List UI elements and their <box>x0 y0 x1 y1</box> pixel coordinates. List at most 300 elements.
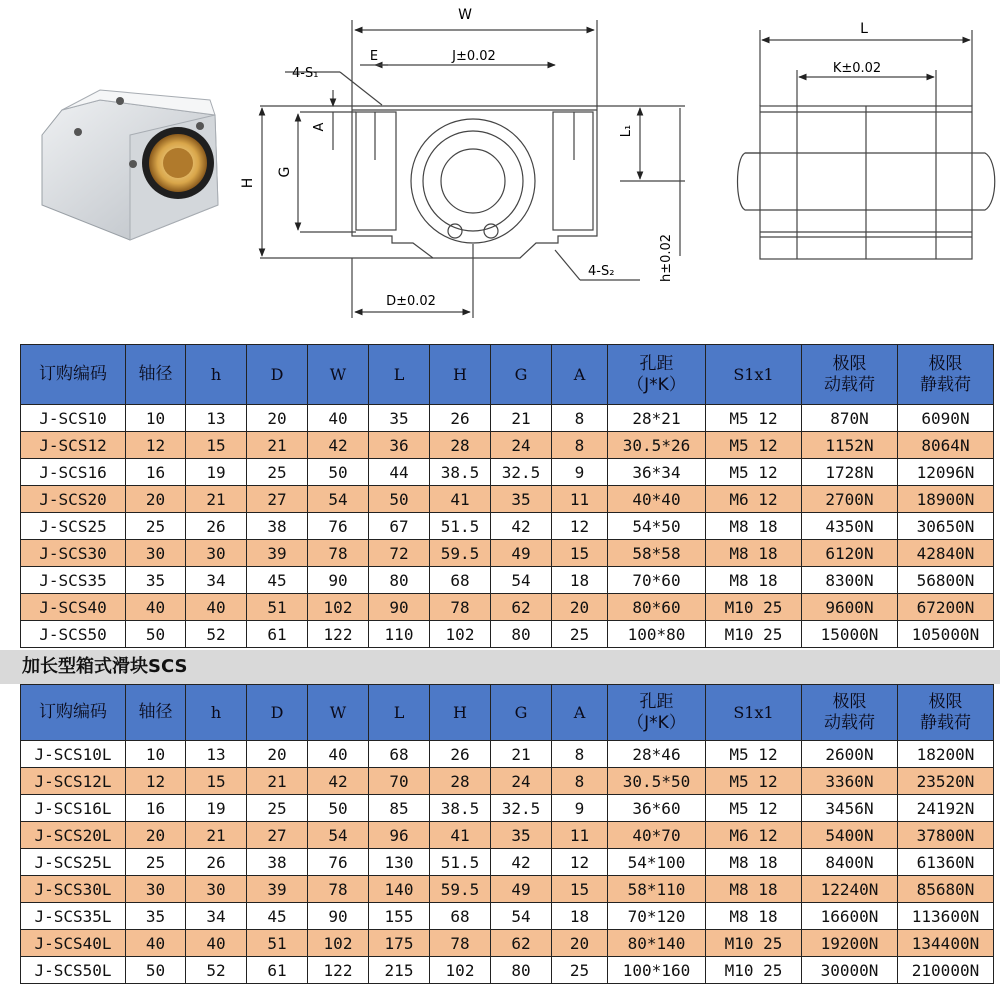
table-cell: 58*110 <box>608 876 706 903</box>
column-header <box>369 685 430 741</box>
table-cell: 78 <box>430 930 491 957</box>
column-header <box>491 685 552 741</box>
table-cell: 210000N <box>898 957 994 984</box>
table-cell: 54 <box>491 567 552 594</box>
column-header-text: 极限 <box>832 353 867 374</box>
order-code-cell: J-SCS10L <box>21 741 126 768</box>
column-header-text: L <box>393 703 405 722</box>
table-cell: 27 <box>247 822 308 849</box>
column-header-text: 极限 <box>928 691 963 712</box>
table-cell: 40*40 <box>608 486 706 513</box>
table-cell: M10 25 <box>706 621 802 648</box>
table-row <box>21 567 994 594</box>
table-row <box>21 849 994 876</box>
table-cell: M10 25 <box>706 594 802 621</box>
table-cell: 4350N <box>802 513 898 540</box>
table-cell: 72 <box>369 540 430 567</box>
table-cell: 9 <box>552 459 608 486</box>
table-row <box>21 822 994 849</box>
table-row <box>21 459 994 486</box>
table-cell: 96 <box>369 822 430 849</box>
column-header <box>126 345 186 405</box>
column-header <box>706 685 802 741</box>
table-cell: 78 <box>308 540 369 567</box>
order-code-cell: J-SCS25 <box>21 513 126 540</box>
column-header-text: G <box>514 703 528 722</box>
table-cell: 41 <box>430 822 491 849</box>
order-code-cell: J-SCS35 <box>21 567 126 594</box>
table-row <box>21 540 994 567</box>
table-cell: 26 <box>186 513 247 540</box>
table-cell: 38 <box>247 849 308 876</box>
dim-label-d: D±0.02 <box>386 294 436 309</box>
table-cell: 36*60 <box>608 795 706 822</box>
table-cell: 61360N <box>898 849 994 876</box>
column-header <box>552 345 608 405</box>
table-cell: 76 <box>308 849 369 876</box>
table-cell: 8064N <box>898 432 994 459</box>
table-cell: 9600N <box>802 594 898 621</box>
column-header <box>308 685 369 741</box>
order-code-cell: J-SCS20 <box>21 486 126 513</box>
table-cell: 2600N <box>802 741 898 768</box>
spec-table-standard <box>20 344 994 648</box>
table-cell: 32.5 <box>491 795 552 822</box>
table-cell: M10 25 <box>706 957 802 984</box>
table-cell: 30 <box>186 876 247 903</box>
table-cell: 85 <box>369 795 430 822</box>
table-cell: 25 <box>247 795 308 822</box>
order-code-cell: J-SCS30 <box>21 540 126 567</box>
column-header-text: 订购编码 <box>39 364 107 384</box>
table-cell: 215 <box>369 957 430 984</box>
table-cell: 67200N <box>898 594 994 621</box>
table-cell: 52 <box>186 621 247 648</box>
table-cell: 12 <box>552 849 608 876</box>
table-cell: 1152N <box>802 432 898 459</box>
table-cell: 28*46 <box>608 741 706 768</box>
table-cell: 42 <box>308 768 369 795</box>
table-row <box>21 876 994 903</box>
table-cell: 30.5*26 <box>608 432 706 459</box>
table-cell: 25 <box>552 957 608 984</box>
dim-label-s2: 4-S₂ <box>588 264 615 279</box>
table-cell: 20 <box>247 741 308 768</box>
table-cell: 30 <box>126 876 186 903</box>
order-code-cell: J-SCS40L <box>21 930 126 957</box>
table-cell: 19 <box>186 795 247 822</box>
table-cell: 90 <box>308 567 369 594</box>
table-row <box>21 621 994 648</box>
table-cell: 38.5 <box>430 459 491 486</box>
table-cell: 51 <box>247 594 308 621</box>
column-header <box>247 345 308 405</box>
column-header <box>491 345 552 405</box>
table-cell: 38 <box>247 513 308 540</box>
table-cell: 21 <box>186 822 247 849</box>
column-header <box>552 685 608 741</box>
table-cell: 68 <box>369 741 430 768</box>
column-header-text: 静载荷 <box>920 712 971 733</box>
table-cell: 21 <box>491 741 552 768</box>
table-cell: 9 <box>552 795 608 822</box>
table-cell: 25 <box>552 621 608 648</box>
order-code-cell: J-SCS16 <box>21 459 126 486</box>
table-cell: 70*60 <box>608 567 706 594</box>
table-cell: 40 <box>126 930 186 957</box>
table-cell: 56800N <box>898 567 994 594</box>
table-cell: 52 <box>186 957 247 984</box>
table-cell: 18900N <box>898 486 994 513</box>
table-cell: 13 <box>186 405 247 432</box>
column-header <box>608 345 706 405</box>
table-cell: M5 12 <box>706 405 802 432</box>
column-header <box>430 345 491 405</box>
table-cell: 15 <box>552 876 608 903</box>
table-cell: M5 12 <box>706 741 802 768</box>
column-header <box>186 685 247 741</box>
table-cell: 80 <box>491 957 552 984</box>
table-cell: 80 <box>369 567 430 594</box>
table-cell: 12096N <box>898 459 994 486</box>
dim-label-l: L <box>860 21 868 37</box>
table-cell: 134400N <box>898 930 994 957</box>
table-cell: 40 <box>308 741 369 768</box>
table-cell: 13 <box>186 741 247 768</box>
table-cell: 102 <box>308 594 369 621</box>
table-cell: 42840N <box>898 540 994 567</box>
table-cell: 130 <box>369 849 430 876</box>
table-cell: M5 12 <box>706 795 802 822</box>
column-header-text: L <box>393 365 405 384</box>
dim-label-g: G <box>277 166 293 178</box>
table-cell: 58*58 <box>608 540 706 567</box>
table-cell: M8 18 <box>706 876 802 903</box>
table-cell: 15 <box>552 540 608 567</box>
table-cell: 40 <box>308 405 369 432</box>
table-cell: 26 <box>430 405 491 432</box>
table-cell: 50 <box>308 795 369 822</box>
table-cell: 50 <box>126 957 186 984</box>
column-header-text: S1x1 <box>733 365 774 384</box>
section-title: 加长型箱式滑块SCS <box>0 650 1000 684</box>
column-header <box>898 345 994 405</box>
table-cell: 3456N <box>802 795 898 822</box>
table-cell: 62 <box>491 594 552 621</box>
table-cell: 49 <box>491 876 552 903</box>
table-cell: 1728N <box>802 459 898 486</box>
table-cell: 59.5 <box>430 876 491 903</box>
column-header-text: D <box>270 703 284 722</box>
column-header <box>802 685 898 741</box>
column-header-text: D <box>270 365 284 384</box>
table-cell: 50 <box>369 486 430 513</box>
table-row <box>21 594 994 621</box>
column-header <box>247 685 308 741</box>
table-cell: 23520N <box>898 768 994 795</box>
table-cell: 40*70 <box>608 822 706 849</box>
table-cell: 25 <box>126 849 186 876</box>
table-cell: 30 <box>186 540 247 567</box>
table-cell: 41 <box>430 486 491 513</box>
order-code-cell: J-SCS10 <box>21 405 126 432</box>
table-cell: 16600N <box>802 903 898 930</box>
table-cell: M5 12 <box>706 432 802 459</box>
column-header-text: 轴径 <box>138 702 173 722</box>
table-cell: 40 <box>126 594 186 621</box>
table-cell: 19200N <box>802 930 898 957</box>
table-cell: 20 <box>126 822 186 849</box>
table-cell: 10 <box>126 741 186 768</box>
table-cell: 67 <box>369 513 430 540</box>
table-cell: 27 <box>247 486 308 513</box>
table-row <box>21 795 994 822</box>
table-cell: 20 <box>552 930 608 957</box>
table-cell: 105000N <box>898 621 994 648</box>
column-header-text: h <box>210 703 222 722</box>
table-cell: 28 <box>430 768 491 795</box>
column-header-text: G <box>514 365 528 384</box>
table-row <box>21 405 994 432</box>
table-cell: M5 12 <box>706 459 802 486</box>
table-cell: 35 <box>126 903 186 930</box>
table-header-row <box>21 345 994 405</box>
table-cell: 76 <box>308 513 369 540</box>
table-cell: 54 <box>308 486 369 513</box>
column-header-text: 极限 <box>928 353 963 374</box>
table-cell: 6120N <box>802 540 898 567</box>
table-cell: 85680N <box>898 876 994 903</box>
table-cell: 26 <box>430 741 491 768</box>
product-photo <box>42 90 218 240</box>
column-header-text: （J*K） <box>627 374 686 395</box>
table-cell: 62 <box>491 930 552 957</box>
table-cell: 2700N <box>802 486 898 513</box>
table-cell: 21 <box>247 768 308 795</box>
table-cell: 61 <box>247 621 308 648</box>
table-cell: 140 <box>369 876 430 903</box>
table-cell: 24 <box>491 768 552 795</box>
dim-label-a: A <box>312 122 327 132</box>
table-row <box>21 930 994 957</box>
dim-label-j: J±0.02 <box>452 49 496 64</box>
column-header-text: A <box>573 365 586 384</box>
table-cell: 30.5*50 <box>608 768 706 795</box>
table-cell: 122 <box>308 957 369 984</box>
order-code-cell: J-SCS12 <box>21 432 126 459</box>
table-cell: 15 <box>186 768 247 795</box>
table-cell: M8 18 <box>706 567 802 594</box>
table-cell: 15000N <box>802 621 898 648</box>
table-cell: 5400N <box>802 822 898 849</box>
dim-label-h-lower: h±0.02 <box>659 233 674 283</box>
column-header-text: 极限 <box>832 691 867 712</box>
order-code-cell: J-SCS50L <box>21 957 126 984</box>
dim-label-w: W <box>458 7 472 23</box>
dim-label-h-upper: H <box>240 177 256 189</box>
table-cell: 61 <box>247 957 308 984</box>
table-cell: M6 12 <box>706 486 802 513</box>
table-cell: 28*21 <box>608 405 706 432</box>
table-cell: 50 <box>126 621 186 648</box>
table-cell: 24192N <box>898 795 994 822</box>
table-cell: 12 <box>126 432 186 459</box>
table-cell: 30650N <box>898 513 994 540</box>
column-header-text: H <box>453 703 467 722</box>
table-cell: 78 <box>308 876 369 903</box>
table-row <box>21 741 994 768</box>
table-cell: 30000N <box>802 957 898 984</box>
table-cell: 39 <box>247 540 308 567</box>
table-header-row <box>21 685 994 741</box>
table-cell: 25 <box>247 459 308 486</box>
order-code-cell: J-SCS20L <box>21 822 126 849</box>
table-cell: 25 <box>126 513 186 540</box>
column-header-text: H <box>453 365 467 384</box>
column-header <box>430 685 491 741</box>
table-cell: 110 <box>369 621 430 648</box>
column-header-text: 动载荷 <box>824 374 875 395</box>
table-cell: 8400N <box>802 849 898 876</box>
table-cell: 80*60 <box>608 594 706 621</box>
table-cell: 15 <box>186 432 247 459</box>
technical-drawings <box>0 0 1000 340</box>
table-cell: 39 <box>247 876 308 903</box>
table-cell: 54*100 <box>608 849 706 876</box>
table-cell: M6 12 <box>706 822 802 849</box>
table-cell: 54 <box>308 822 369 849</box>
table-cell: 30 <box>126 540 186 567</box>
table-cell: 90 <box>369 594 430 621</box>
table-cell: 12240N <box>802 876 898 903</box>
table-cell: 870N <box>802 405 898 432</box>
table-cell: 36*34 <box>608 459 706 486</box>
order-code-cell: J-SCS30L <box>21 876 126 903</box>
table-cell: 11 <box>552 822 608 849</box>
table-cell: 28 <box>430 432 491 459</box>
table-cell: 42 <box>491 849 552 876</box>
column-header <box>706 345 802 405</box>
table-cell: 35 <box>491 822 552 849</box>
table-cell: 21 <box>491 405 552 432</box>
table-cell: 45 <box>247 903 308 930</box>
table-cell: 21 <box>186 486 247 513</box>
table-cell: 40 <box>186 594 247 621</box>
table-cell: 24 <box>491 432 552 459</box>
order-code-cell: J-SCS25L <box>21 849 126 876</box>
table-cell: 78 <box>430 594 491 621</box>
table-cell: 37800N <box>898 822 994 849</box>
dim-label-l1: L₁ <box>619 124 634 138</box>
column-header <box>126 685 186 741</box>
table-cell: 18 <box>552 567 608 594</box>
table-cell: 36 <box>369 432 430 459</box>
column-header-text: W <box>329 365 347 384</box>
table-cell: 51.5 <box>430 849 491 876</box>
column-header <box>21 345 126 405</box>
table-cell: 6090N <box>898 405 994 432</box>
column-header-text: （J*K） <box>627 712 686 733</box>
column-header-text: 动载荷 <box>824 712 875 733</box>
table-cell: 102 <box>308 930 369 957</box>
table-cell: 102 <box>430 957 491 984</box>
table-cell: 18200N <box>898 741 994 768</box>
table-cell: 12 <box>552 513 608 540</box>
table-cell: 10 <box>126 405 186 432</box>
table-cell: 12 <box>126 768 186 795</box>
table-cell: 18 <box>552 903 608 930</box>
table-cell: 11 <box>552 486 608 513</box>
table-cell: 35 <box>491 486 552 513</box>
table-cell: 42 <box>491 513 552 540</box>
table-cell: 26 <box>186 849 247 876</box>
front-view-drawing <box>260 20 685 318</box>
column-header-text: W <box>329 703 347 722</box>
table-cell: 51.5 <box>430 513 491 540</box>
table-cell: 3360N <box>802 768 898 795</box>
table-cell: 50 <box>308 459 369 486</box>
spec-table-extended <box>20 684 994 984</box>
table-cell: 90 <box>308 903 369 930</box>
table-cell: M10 25 <box>706 930 802 957</box>
table-cell: 59.5 <box>430 540 491 567</box>
table-cell: 155 <box>369 903 430 930</box>
table-cell: 40 <box>186 930 247 957</box>
table-cell: 8 <box>552 768 608 795</box>
table-cell: 68 <box>430 567 491 594</box>
column-header-text: 孔距 <box>639 353 674 374</box>
dim-label-s1: 4-S₁ <box>292 66 319 81</box>
table-row <box>21 432 994 459</box>
table-cell: 122 <box>308 621 369 648</box>
table-cell: 34 <box>186 567 247 594</box>
table-cell: 21 <box>247 432 308 459</box>
table-cell: M8 18 <box>706 849 802 876</box>
table-cell: 38.5 <box>430 795 491 822</box>
order-code-cell: J-SCS40 <box>21 594 126 621</box>
table-cell: 100*160 <box>608 957 706 984</box>
column-header <box>898 685 994 741</box>
table-cell: 20 <box>247 405 308 432</box>
table-cell: M8 18 <box>706 903 802 930</box>
table-cell: 51 <box>247 930 308 957</box>
table-cell: 100*80 <box>608 621 706 648</box>
column-header <box>186 345 247 405</box>
table-cell: 20 <box>126 486 186 513</box>
column-header-text: h <box>210 365 222 384</box>
table-row <box>21 486 994 513</box>
column-header <box>369 345 430 405</box>
dim-label-e: E <box>369 49 379 64</box>
table-cell: 32.5 <box>491 459 552 486</box>
table-cell: 44 <box>369 459 430 486</box>
table-cell: M5 12 <box>706 768 802 795</box>
table-cell: 70*120 <box>608 903 706 930</box>
table-row <box>21 768 994 795</box>
column-header <box>802 345 898 405</box>
table-cell: 20 <box>552 594 608 621</box>
table-row <box>21 513 994 540</box>
column-header-text: 订购编码 <box>39 702 107 722</box>
table-cell: 8 <box>552 432 608 459</box>
table-cell: 54 <box>491 903 552 930</box>
table-cell: 49 <box>491 540 552 567</box>
table-cell: M8 18 <box>706 513 802 540</box>
order-code-cell: J-SCS16L <box>21 795 126 822</box>
column-header <box>308 345 369 405</box>
table-cell: 68 <box>430 903 491 930</box>
table-cell: 175 <box>369 930 430 957</box>
